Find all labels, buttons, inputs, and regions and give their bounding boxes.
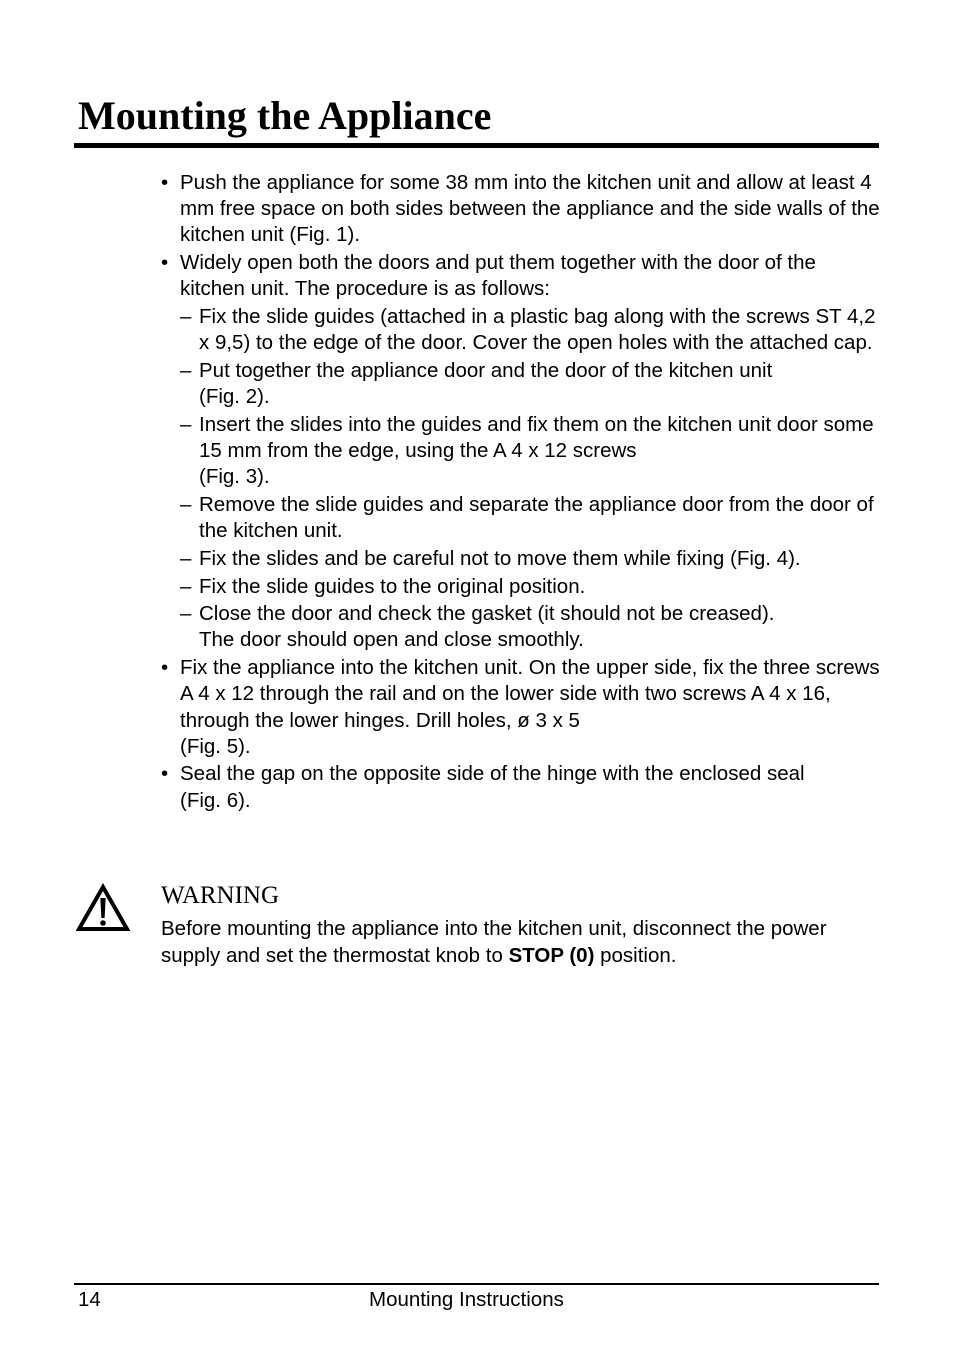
sub-item — [180, 492, 882, 544]
sub-text: Close the door and check the gasket (it should not be creased). — [199, 602, 775, 626]
dash-icon: – — [180, 305, 192, 329]
dash-icon: – — [180, 358, 192, 382]
page-number: 14 — [78, 1288, 101, 1311]
warning-text-end: position. — [600, 943, 677, 967]
bullet-text: Widely open both the doors and put them together with the door of the kitchen unit. The procedure is as follows: — [180, 251, 816, 301]
footer-section-title: Mounting Instructions — [369, 1288, 564, 1311]
bullet-text: Push the appliance for some 38 mm into the kitchen unit and allow at least 4 mm free space on both sides between the appliance and the side walls of the kitchen unit (Fig. 1). — [180, 171, 880, 247]
bullet-icon: • — [161, 656, 169, 680]
bullet-text: Fix the appliance into the kitchen unit. On the upper side, fix the three screws A 4 x 12 through the rail and on the lower side with two screws A 4 x 16, through the lower hinges. Drill holes, ø 3 x 5 — [180, 656, 880, 732]
warning-triangle-icon — [76, 883, 130, 933]
bullet-item — [160, 761, 882, 813]
sub-text-cont: (Fig. 3). — [199, 465, 270, 489]
sub-item — [180, 304, 882, 356]
sub-item — [180, 574, 882, 600]
sub-item — [180, 358, 882, 410]
footer-divider — [74, 1283, 879, 1285]
bullet-item — [160, 170, 882, 249]
bullet-item — [160, 655, 882, 760]
sub-text: Fix the slide guides (attached in a plastic bag along with the screws ST 4,2 x 9,5) to the edge of the door. Cover the open holes with the attached cap. — [199, 305, 876, 355]
sub-text: Insert the slides into the guides and fix them on the kitchen unit door some 15 mm from the edge, using the A 4 x 12 screws — [199, 412, 874, 463]
sub-text: Fix the slide guides to the original position. — [199, 574, 586, 598]
warning-text — [161, 916, 881, 969]
title-underline — [74, 143, 879, 148]
warning-heading: WARNING — [161, 882, 280, 909]
dash-icon: – — [180, 492, 192, 516]
sub-text: Fix the slides and be careful not to move them while fixing (Fig. 4). — [199, 546, 801, 570]
page-title: Mounting the Appliance — [78, 93, 492, 138]
bullet-text-cont: (Fig. 5). — [180, 734, 251, 758]
sub-item — [180, 601, 882, 653]
dash-icon: – — [180, 546, 192, 570]
bullet-icon: • — [161, 762, 169, 786]
sub-text-cont: The door should open and close smoothly. — [199, 628, 584, 652]
sub-item — [180, 546, 882, 572]
bullet-text-cont: (Fig. 6). — [180, 788, 251, 812]
instructions — [160, 170, 882, 815]
dash-icon: – — [180, 574, 192, 598]
sub-item — [180, 412, 882, 491]
warning-stop-label: STOP (0) — [508, 943, 595, 967]
warning-text-start: Before mounting the appliance into the kitchen unit, disconnect the power supply and set the thermostat knob to — [161, 917, 827, 967]
bullet-icon: • — [161, 171, 169, 194]
bullet-icon: • — [161, 251, 169, 275]
sub-text: Put together the appliance door and the door of the kitchen unit — [199, 358, 773, 382]
dash-icon: – — [180, 412, 192, 436]
bullet-item — [160, 250, 882, 302]
dash-icon: – — [180, 602, 192, 626]
bullet-text: Seal the gap on the opposite side of the hinge with the enclosed seal — [180, 762, 805, 786]
sub-text-cont: (Fig. 2). — [199, 385, 270, 409]
sub-text: Remove the slide guides and separate the appliance door from the door of the kitchen unit. — [199, 492, 874, 543]
